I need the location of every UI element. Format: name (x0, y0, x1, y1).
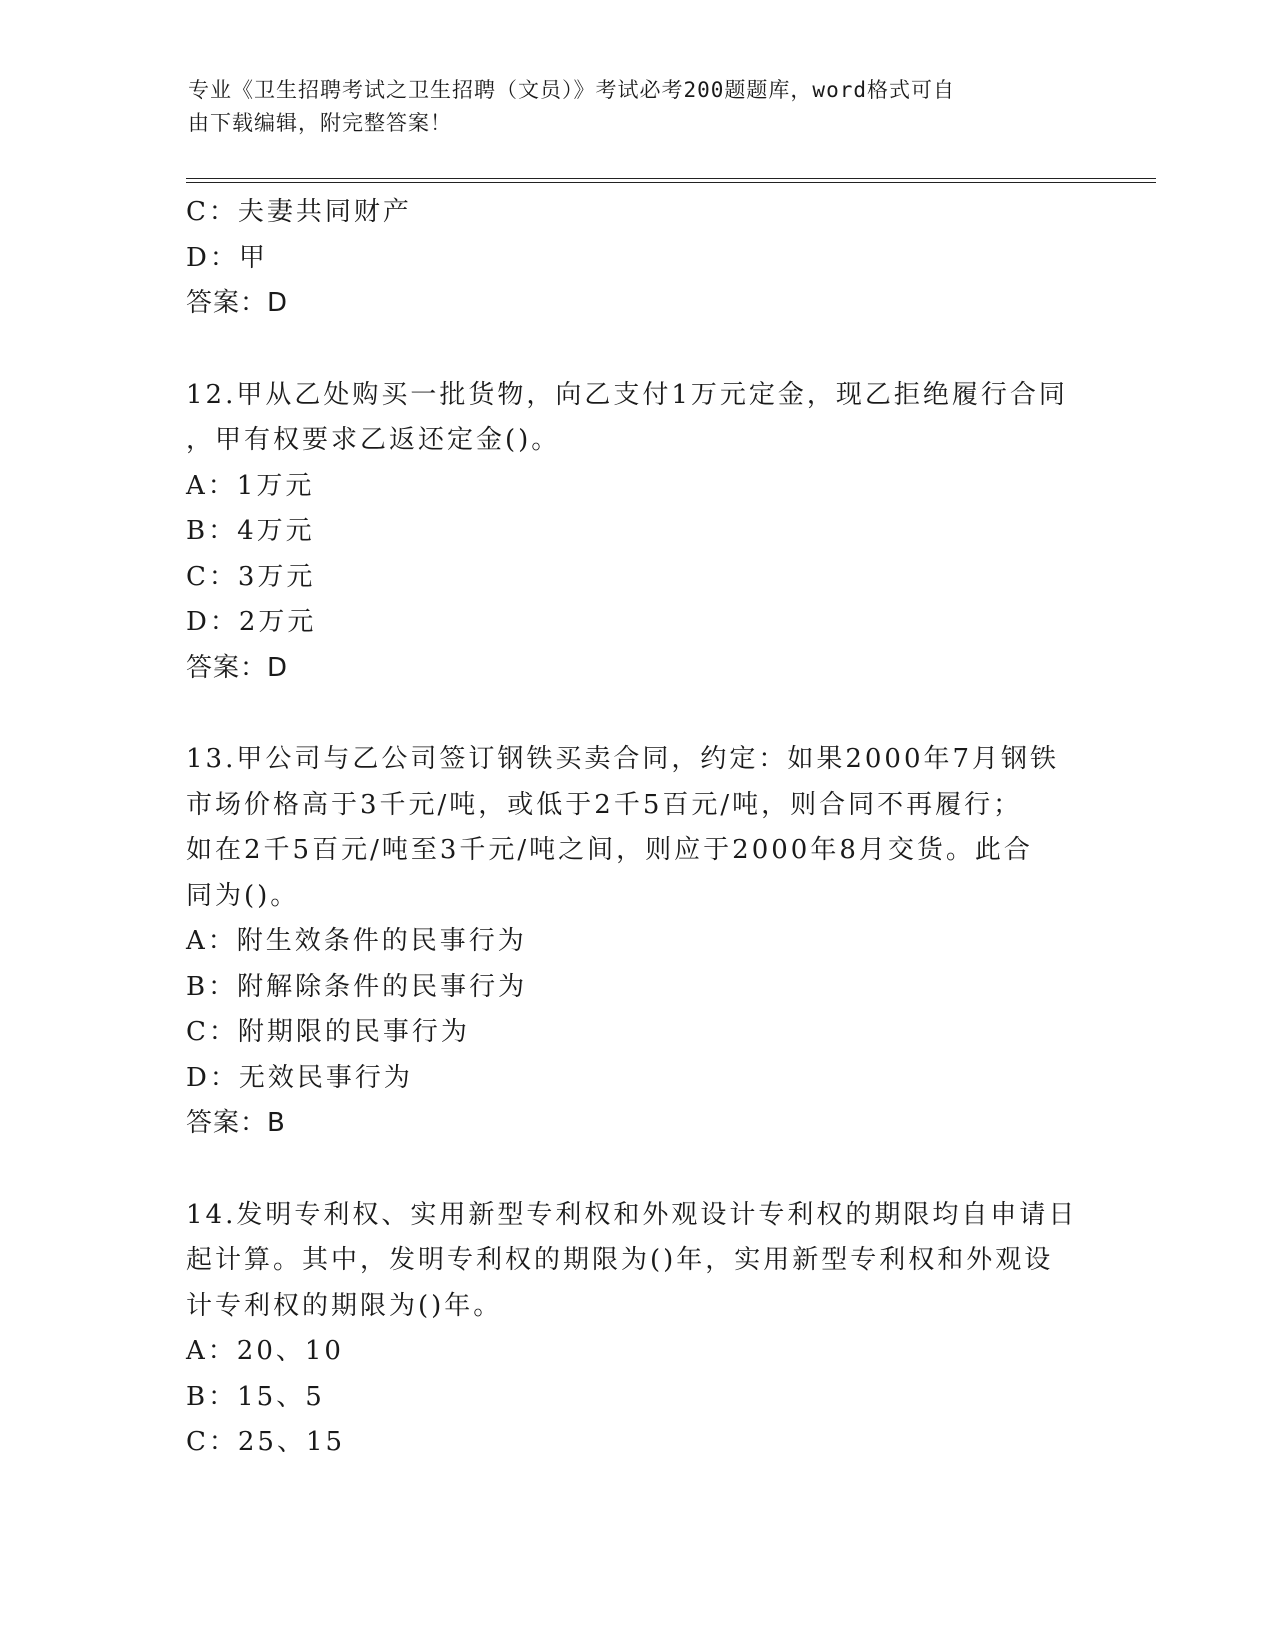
stem-line: 如在2千5百元/吨至3千元/吨之间，则应于2000年8月交货。此合 (186, 835, 1033, 865)
option-c: C：25、15 (186, 1427, 346, 1457)
option-d: D：无效民事行为 (186, 1062, 413, 1093)
question-stem (186, 737, 1086, 919)
question-12 (186, 373, 1086, 692)
stem-line: 同为()。 (186, 880, 300, 911)
question-14 (186, 1193, 1086, 1466)
answer: 答案：D (186, 652, 289, 683)
option-b: B：附解除条件的民事行为 (186, 971, 528, 1002)
option-c: C：附期限的民事行为 (186, 1017, 470, 1047)
option-c: C：夫妻共同财产 (186, 197, 412, 227)
answer: 答案：D (186, 288, 289, 318)
question-stem (186, 373, 1086, 464)
stem-line: ，甲有权要求乙返还定金()。 (186, 425, 561, 455)
question-stem (186, 1193, 1086, 1330)
header-divider-bottom (186, 182, 1156, 183)
question-gap (186, 691, 1086, 737)
option-a: A：20、10 (186, 1336, 344, 1366)
option-a: A：1万元 (186, 470, 315, 501)
stem-line: 14.发明专利权、实用新型专利权和外观设计专利权的期限均自申请日 (186, 1199, 1078, 1230)
stem-line: 计专利权的期限为()年。 (186, 1290, 503, 1321)
question-11-tail (186, 190, 1086, 327)
option-d: D：甲 (186, 242, 268, 273)
question-gap (186, 327, 1086, 373)
stem-line: 12.甲从乙处购买一批货物，向乙支付1万元定金，现乙拒绝履行合同 (186, 379, 1068, 410)
document-header (188, 74, 1068, 140)
option-a: A：附生效条件的民事行为 (186, 926, 527, 956)
stem-line: 起计算。其中，发明专利权的期限为()年，实用新型专利权和外观设 (186, 1245, 1054, 1275)
option-b: B：4万元 (186, 516, 315, 546)
header-line-1: 专业《卫生招聘考试之卫生招聘（文员）》考试必考200题题库，word格式可自 (188, 78, 955, 102)
question-list (186, 190, 1086, 1466)
answer: 答案：B (186, 1108, 286, 1138)
header-divider-top (186, 178, 1156, 179)
option-b: B：15、5 (186, 1381, 325, 1412)
option-c: C：3万元 (186, 561, 316, 592)
question-13 (186, 737, 1086, 1147)
header-line-2: 由下载编辑，附完整答案！ (188, 111, 452, 135)
stem-line: 市场价格高于3千元/吨，或低于2千5百元/吨，则合同不再履行； (186, 789, 1023, 820)
option-d: D：2万元 (186, 607, 317, 637)
stem-line: 13.甲公司与乙公司签订钢铁买卖合同，约定：如果2000年7月钢铁 (186, 744, 1060, 774)
question-gap (186, 1147, 1086, 1193)
